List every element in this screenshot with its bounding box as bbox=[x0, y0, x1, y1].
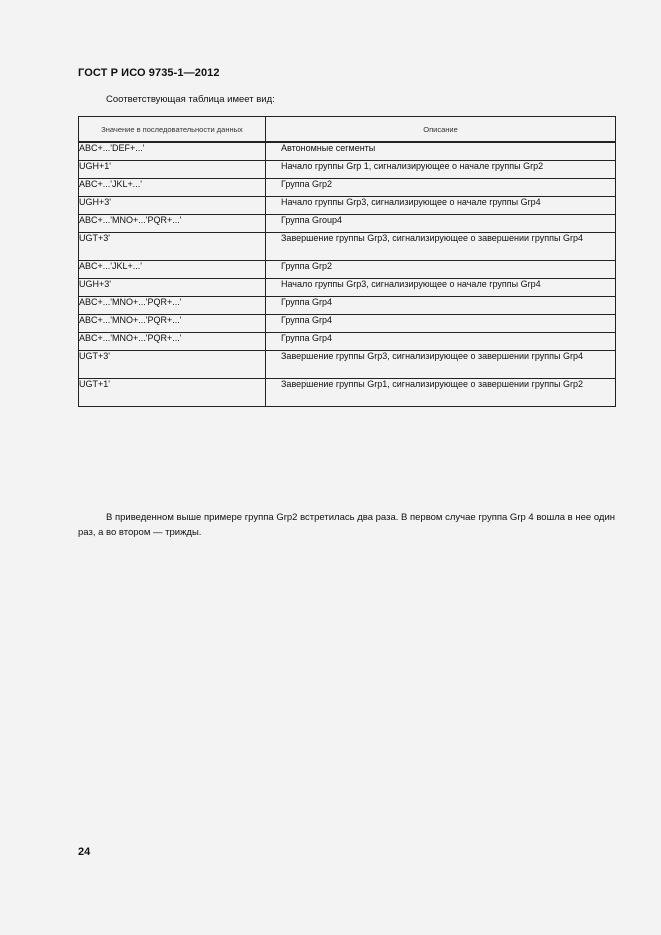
cell-description bbox=[266, 197, 616, 215]
table-row bbox=[79, 279, 616, 297]
cell-value: UGT+3' bbox=[79, 233, 266, 261]
column-header-value: Значение в последовательности данных bbox=[79, 117, 266, 143]
cell-description bbox=[266, 315, 616, 333]
table-row bbox=[79, 215, 616, 233]
table-row bbox=[79, 233, 616, 261]
cell-value: ABC+...'MNO+...'PQR+...' bbox=[79, 215, 266, 233]
cell-value: ABC+...'MNO+...'PQR+...' bbox=[79, 297, 266, 315]
data-table bbox=[78, 116, 616, 407]
cell-description-text: Группа Grp2 bbox=[281, 261, 333, 271]
table-row bbox=[79, 161, 616, 179]
cell-description-text: Группа Grp4 bbox=[281, 297, 333, 307]
cell-value: ABC+...'JKL+...' bbox=[79, 261, 266, 279]
table-row bbox=[79, 142, 616, 161]
cell-description bbox=[266, 142, 616, 161]
cell-description bbox=[266, 261, 616, 279]
table-row bbox=[79, 333, 616, 351]
cell-description-text: Автономные сегменты bbox=[281, 143, 376, 153]
cell-description-text: Начало группы Grp 1, сигнализирующее о начале группы Grp2 bbox=[281, 161, 544, 171]
table-row bbox=[79, 261, 616, 279]
table-row bbox=[79, 315, 616, 333]
table-row bbox=[79, 379, 616, 407]
cell-description bbox=[266, 233, 616, 261]
intro-paragraph: Соответствующая таблица имеет вид: bbox=[106, 94, 275, 105]
column-header-description: Описание bbox=[266, 117, 616, 143]
cell-description bbox=[266, 161, 616, 179]
cell-value: UGH+3' bbox=[79, 197, 266, 215]
cell-description-text: Группа Grp4 bbox=[281, 315, 333, 325]
cell-description bbox=[266, 333, 616, 351]
cell-value: UGH+3' bbox=[79, 279, 266, 297]
cell-description-text: Группа Grp2 bbox=[281, 179, 333, 189]
cell-value: UGH+1' bbox=[79, 161, 266, 179]
cell-description-text: Завершение группы Grp3, сигнализирующее о завершении группы Grp4 bbox=[281, 351, 583, 361]
cell-description-text: Завершение группы Grp3, сигнализирующее о завершении группы Grp4 bbox=[281, 233, 583, 243]
cell-description bbox=[266, 279, 616, 297]
table-row bbox=[79, 351, 616, 379]
cell-description-text: Группа Group4 bbox=[281, 215, 343, 225]
closing-paragraph: В приведенном выше примере группа Grp2 встретилась два раза. В первом случае группа Grp 4 вошла в нее один раз, а во втором — трижды. bbox=[78, 512, 615, 538]
cell-description bbox=[266, 179, 616, 197]
cell-description-text: Начало группы Grp3, сигнализирующее о начале группы Grp4 bbox=[281, 279, 541, 289]
document-header: ГОСТ Р ИСО 9735-1—2012 bbox=[78, 67, 220, 79]
cell-value: ABC+...'DEF+...' bbox=[79, 142, 266, 161]
cell-description-text: Начало группы Grp3, сигнализирующее о начале группы Grp4 bbox=[281, 197, 541, 207]
cell-value: ABC+...'MNO+...'PQR+...' bbox=[79, 333, 266, 351]
table-row bbox=[79, 179, 616, 197]
table-row bbox=[79, 197, 616, 215]
cell-description bbox=[266, 297, 616, 315]
cell-description-text: Группа Grp4 bbox=[281, 333, 333, 343]
table-row bbox=[79, 297, 616, 315]
cell-description bbox=[266, 215, 616, 233]
cell-value: ABC+...'MNO+...'PQR+...' bbox=[79, 315, 266, 333]
cell-value: ABC+...'JKL+...' bbox=[79, 179, 266, 197]
page-number: 24 bbox=[78, 846, 91, 858]
cell-value: UGT+3' bbox=[79, 351, 266, 379]
cell-description bbox=[266, 379, 616, 407]
table-header-row bbox=[79, 117, 616, 143]
cell-description-text: Завершение группы Grp1, сигнализирующее о завершении группы Grp2 bbox=[281, 379, 583, 389]
cell-value: UGT+1' bbox=[79, 379, 266, 407]
cell-description bbox=[266, 351, 616, 379]
